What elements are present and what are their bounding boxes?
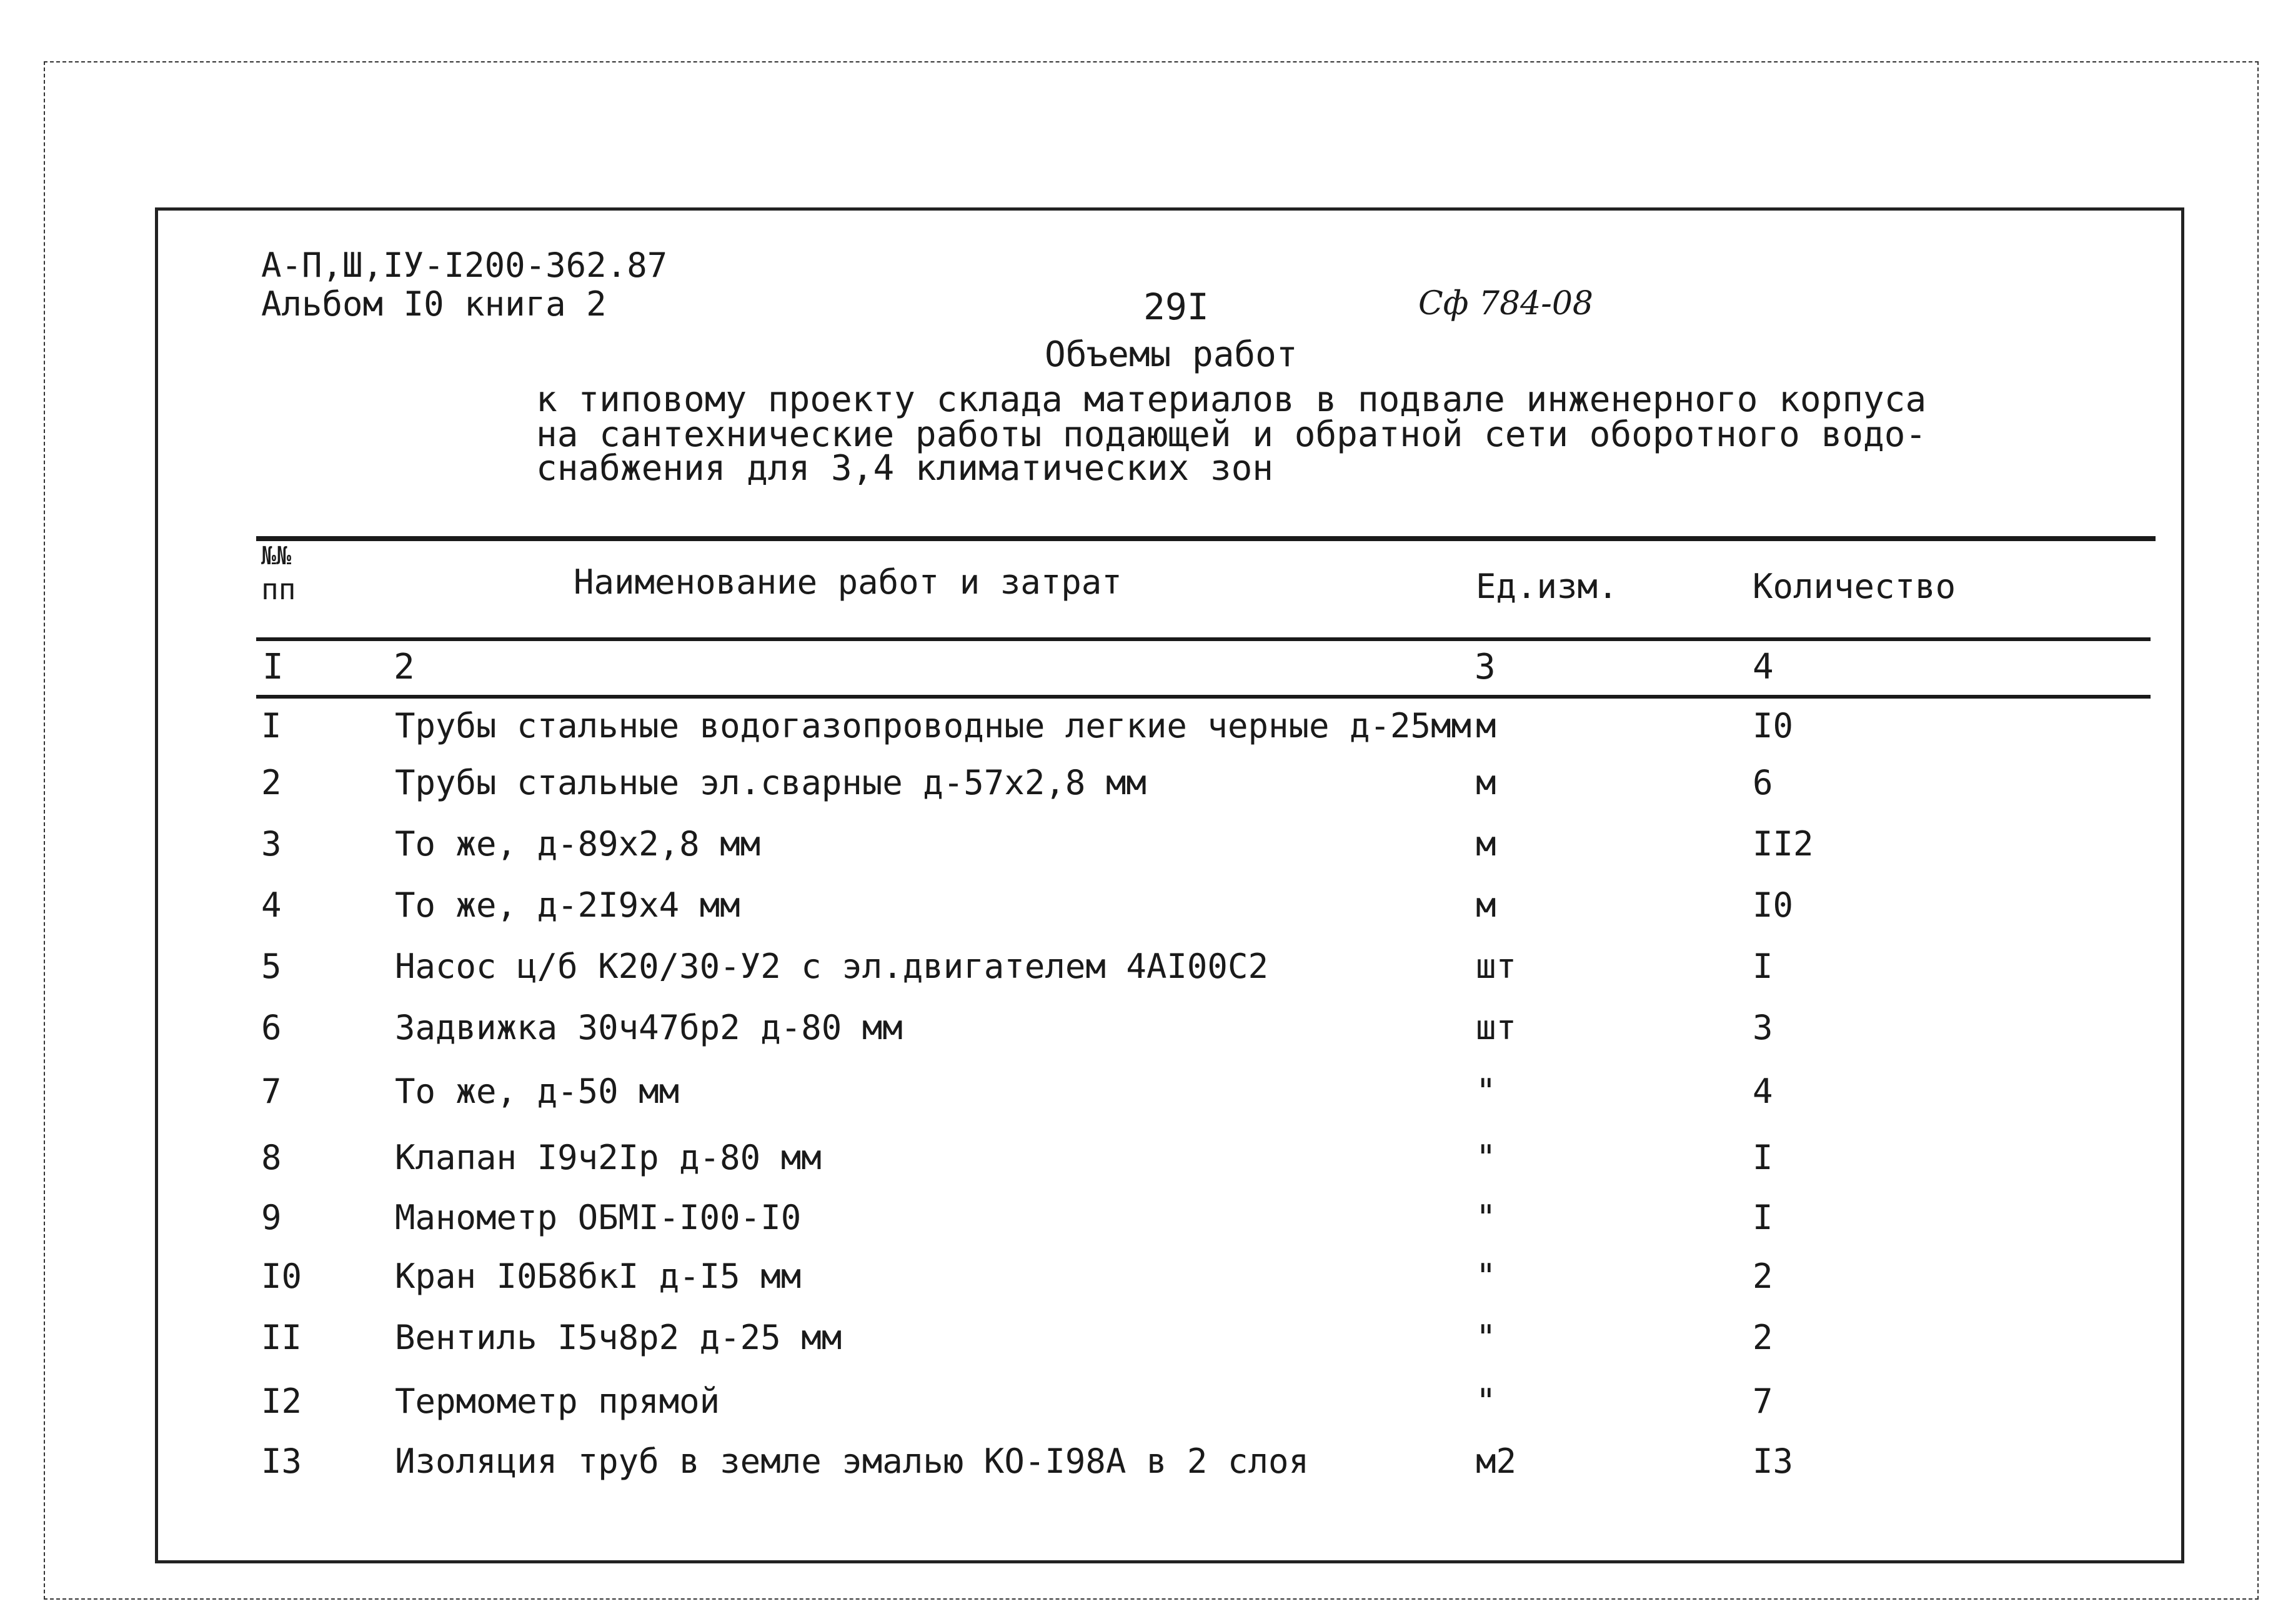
column-index: 2 — [394, 647, 415, 687]
table-row — [0, 1318, 2288, 1371]
table-row — [0, 1442, 2288, 1495]
row-unit: м — [1476, 763, 1496, 802]
row-name: Трубы стальные водогазопроводные легкие черные д-25мм — [395, 706, 1472, 745]
column-header-number: №№ — [261, 542, 292, 570]
row-unit: " — [1476, 1198, 1496, 1237]
row-number: 3 — [261, 824, 282, 864]
column-header-name: Наименование работ и затрат — [574, 562, 1122, 602]
row-number: 2 — [261, 763, 282, 802]
row-name: Кран І0Б8бкІ д-І5 мм — [395, 1257, 802, 1296]
row-unit: шт — [1476, 947, 1517, 986]
row-quantity: 6 — [1753, 763, 1773, 802]
column-index: І — [262, 647, 284, 687]
row-number: І0 — [261, 1257, 302, 1296]
table-row — [0, 1382, 2288, 1435]
row-number: 8 — [261, 1138, 282, 1177]
row-name: Термометр прямой — [395, 1382, 720, 1421]
row-unit: " — [1476, 1382, 1496, 1421]
row-number: І3 — [261, 1442, 302, 1481]
header-divider-rule — [256, 637, 2151, 641]
column-index: 3 — [1475, 647, 1496, 687]
row-unit: " — [1476, 1257, 1496, 1296]
row-name: Манометр ОБМІ-І00-І0 — [395, 1198, 802, 1237]
row-number: 6 — [261, 1008, 282, 1047]
page-number: 29І — [1143, 286, 1209, 328]
row-quantity: І3 — [1753, 1442, 1794, 1481]
row-name: Насос ц/б К20/30-У2 с эл.двигателем 4АІ00С2 — [395, 947, 1268, 986]
row-quantity: 3 — [1753, 1008, 1773, 1047]
column-header-unit: Ед.изм. — [1476, 567, 1618, 606]
table-row — [0, 1138, 2288, 1191]
row-name: Клапан І9ч2Ір д-80 мм — [395, 1138, 822, 1177]
row-name: Задвижка 30ч47бр2 д-80 мм — [395, 1008, 903, 1047]
row-unit: м — [1476, 706, 1496, 745]
row-quantity: І — [1753, 1138, 1773, 1177]
row-quantity: 4 — [1753, 1072, 1773, 1111]
row-name: Изоляция труб в земле эмалью КО-І98А в 2 слоя — [395, 1442, 1309, 1481]
row-unit: шт — [1476, 1008, 1517, 1047]
row-name: То же, д-2І9х4 мм — [395, 885, 740, 925]
row-unit: м — [1476, 885, 1496, 925]
table-row — [0, 1072, 2288, 1125]
row-quantity: І — [1753, 1198, 1773, 1237]
row-name: Вентиль І5ч8р2 д-25 мм — [395, 1318, 842, 1357]
row-number: ІІ — [261, 1318, 302, 1357]
row-name: То же, д-50 мм — [395, 1072, 680, 1111]
table-row — [0, 1198, 2288, 1251]
table-row — [0, 763, 2288, 816]
document-code: А-П,Ш,ІУ-І200-362.87 — [261, 246, 668, 285]
row-unit: м2 — [1476, 1442, 1517, 1481]
row-number: 7 — [261, 1072, 282, 1111]
sheet-mark: Сф 784-08 — [1418, 285, 1594, 322]
album-label: Альбом І0 книга 2 — [261, 284, 607, 324]
subtitle-line: снабжения для 3,4 климатических зон — [536, 448, 1274, 489]
row-number: І2 — [261, 1382, 302, 1421]
row-unit: " — [1476, 1318, 1496, 1357]
row-quantity: ІІ2 — [1753, 824, 1814, 864]
row-unit: " — [1476, 1138, 1496, 1177]
row-unit: " — [1476, 1072, 1496, 1111]
row-unit: м — [1476, 824, 1496, 864]
row-number: 4 — [261, 885, 282, 925]
row-quantity: І — [1753, 947, 1773, 986]
row-number: 5 — [261, 947, 282, 986]
row-quantity: 7 — [1753, 1382, 1773, 1421]
column-header-quantity: Количество — [1753, 567, 1956, 606]
row-name: Трубы стальные эл.сварные д-57х2,8 мм — [395, 763, 1146, 802]
table-row — [0, 947, 2288, 1000]
row-quantity: І0 — [1753, 706, 1794, 745]
row-quantity: 2 — [1753, 1257, 1773, 1296]
row-quantity: І0 — [1753, 885, 1794, 925]
row-number: І — [261, 706, 282, 745]
table-row — [0, 706, 2288, 759]
page-title: Объемы работ — [1045, 334, 1298, 375]
subtitle-line: на сантехнические работы подающей и обратной сети оборотного водо- — [536, 414, 1927, 455]
column-index: 4 — [1753, 647, 1774, 687]
table-row — [0, 1008, 2288, 1061]
table-row — [0, 1257, 2288, 1310]
row-name: То же, д-89х2,8 мм — [395, 824, 761, 864]
subtitle-line: к типовому проекту склада материалов в подвале инженерного корпуса — [536, 379, 1927, 420]
row-number: 9 — [261, 1198, 282, 1237]
row-quantity: 2 — [1753, 1318, 1773, 1357]
table-top-rule — [256, 536, 2156, 541]
index-divider-rule — [256, 695, 2151, 699]
table-row — [0, 824, 2288, 877]
table-row — [0, 885, 2288, 939]
column-header-number-sub: пп — [261, 572, 296, 606]
